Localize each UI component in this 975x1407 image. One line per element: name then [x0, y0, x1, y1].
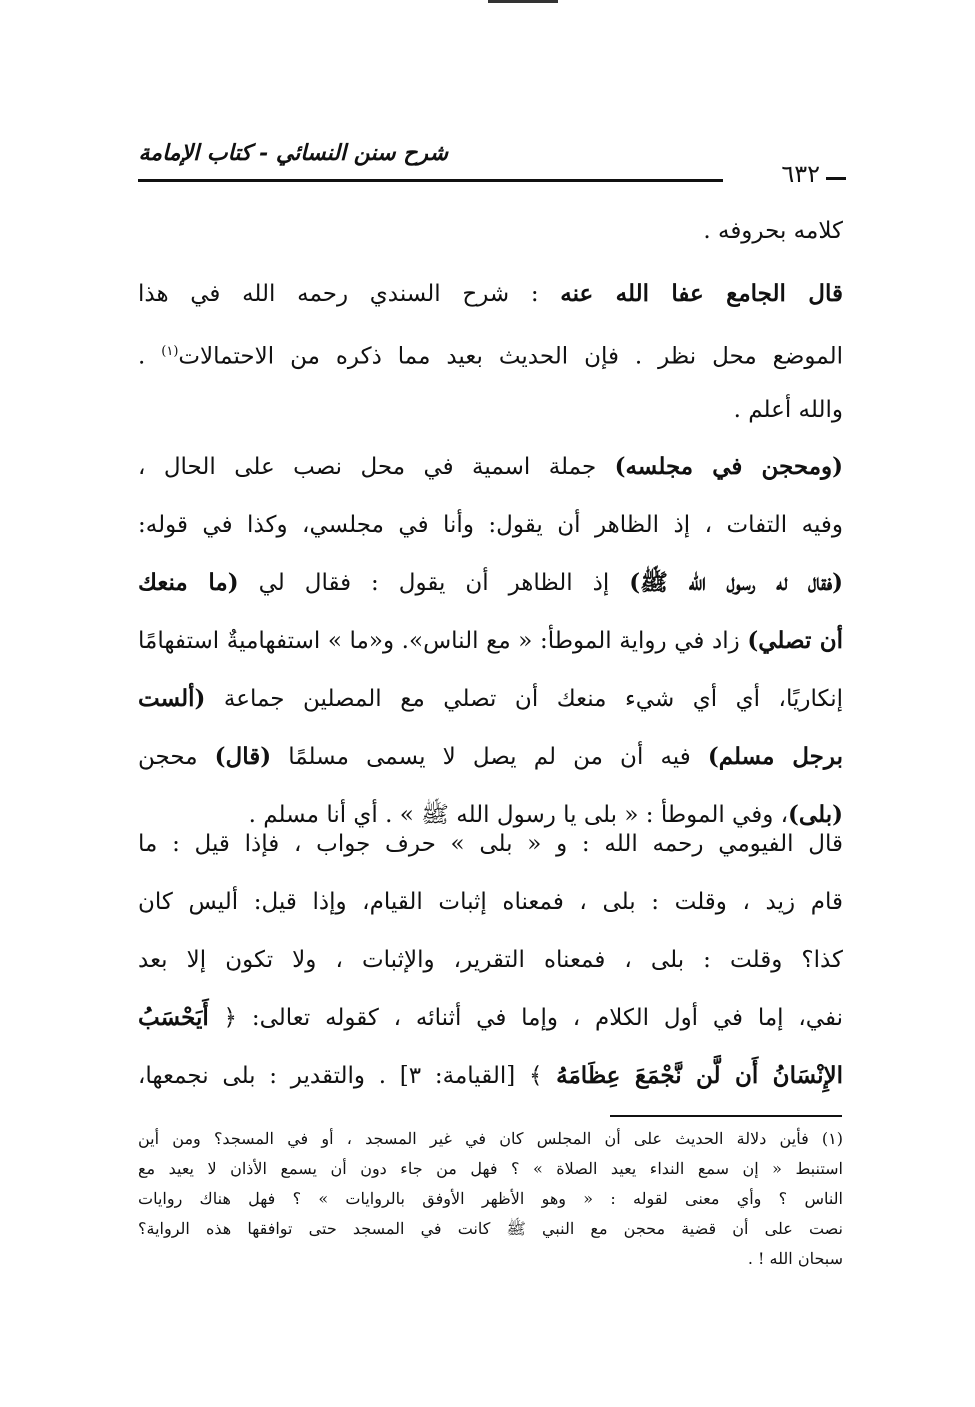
- quran-phrase: الإِنْسَانُ أَن لَّن نَّجْمَعَ عِظَامَهُ: [556, 1062, 843, 1089]
- text-span: كلامه بحروفه .: [703, 218, 843, 244]
- bold-phrase: (ما منعك: [138, 569, 239, 596]
- text-span: الناس ؟ وأي معنى لقوله : « وهو الأظهر الأوفق بالروايات » ؟ فهل هناك روايات: [138, 1189, 843, 1208]
- text-span: ﴾ [القيامة: ٣] . والتقدير : بلى نجمعها،: [138, 1063, 557, 1089]
- text-span: إنكاريًا، أي أي شيء منعك أن تصلي مع المصلين جماعة: [205, 686, 843, 712]
- running-title: شرح سنن النسائي - كتاب الإمامة: [138, 140, 448, 166]
- bold-phrase: قال الجامع عفا الله عنه: [560, 280, 843, 307]
- text-line: [138, 989, 843, 1047]
- text-line: [138, 381, 843, 439]
- text-span: جملة اسمية في محل نصب على الحال ،: [138, 454, 615, 480]
- bold-phrase: (ومحجن في مجلسه): [614, 453, 843, 480]
- text-line: [138, 931, 843, 989]
- top-edge-mark: [488, 0, 558, 3]
- text-line: [138, 815, 843, 873]
- text-span: ، وفي الموطأ : « بلى يا رسول الله ﷺ » . أي أنا مسلم .: [248, 802, 789, 828]
- text-span: استنبط « إن سمع النداء يعيد الصلاة » ؟ فهل من جاء دون أن يسمع الأذان لا يعيد مع: [138, 1159, 843, 1178]
- footnote-separator: [610, 1115, 842, 1117]
- text-line: [138, 323, 843, 381]
- bold-phrase: (قال): [214, 743, 272, 770]
- text-span: .: [138, 343, 162, 370]
- footnote-line: [138, 1244, 843, 1274]
- bold-phrase: برجل مسلم): [707, 743, 843, 770]
- text-line: [138, 612, 843, 670]
- text-span: : شرح السندي رحمه الله في هذا: [138, 281, 561, 307]
- bold-phrase: (بلى): [788, 801, 843, 828]
- text-line: [138, 496, 843, 554]
- text-span: فيه أن من لم يصل لا يسمى مسلمًا: [271, 744, 708, 770]
- footnote-line: [138, 1124, 843, 1154]
- paragraph-2: [138, 265, 843, 439]
- text-line: [138, 202, 843, 260]
- footnote-marker: (١): [161, 344, 179, 359]
- text-span: الموضع محل نظر . فإن الحديث بعيد مما ذكره من الاحتمالات: [178, 343, 843, 370]
- text-span: محجن: [138, 744, 215, 770]
- page-number-dash: [826, 177, 846, 180]
- page-header: [138, 140, 846, 200]
- bold-phrase: أن تصلي): [747, 627, 843, 654]
- text-span: قام زيد ، وقلت : بلى ، فمعناه إثبات القيام، وإذا قيل: أليس كان: [138, 889, 843, 915]
- text-span: نصت على أن قضية محجن مع النبي ﷺ كانت في المسجد حتى توافقها هذه الرواية؟: [138, 1219, 843, 1238]
- text-line: [138, 438, 843, 496]
- text-span: (١) فأين دلالة الحديث على أن المجلس كان في غير المسجد ، أو في المسجد؟ ومن أين: [138, 1129, 843, 1148]
- text-span: نفي، إما في أول الكلام ، وإما في أثنائه ، كقوله تعالى: ﴿: [208, 1005, 843, 1031]
- paragraph-1: [138, 202, 843, 260]
- text-span: قال الفيومي رحمه الله : و « بلى » حرف جواب ، فإذا قيل : ما: [138, 831, 843, 857]
- text-line: [138, 1047, 843, 1105]
- footnote-line: [138, 1184, 843, 1214]
- paragraph-3: [138, 438, 843, 844]
- page-number: ٦٣٢: [781, 160, 820, 188]
- text-span: وفيه التفات ، إذ الظاهر أن يقول: وأنا في مجلسي، وكذا في قوله:: [138, 512, 843, 538]
- text-span: سبحان الله ! .: [747, 1249, 843, 1268]
- footnote-line: [138, 1214, 843, 1244]
- text-line: [138, 265, 843, 323]
- footnote-1: [138, 1124, 843, 1274]
- text-line: [138, 728, 843, 786]
- text-line: [138, 554, 843, 612]
- header-rule: [138, 179, 723, 182]
- bold-phrase: (ألست: [138, 685, 206, 712]
- text-span: زاد في رواية الموطأ: « مع الناس». و«ما » استفهاميةٌ استفهامًا: [138, 628, 748, 654]
- text-span: إذ الظاهر أن يقول : فقال لي: [238, 570, 630, 596]
- footnote-line: [138, 1154, 843, 1184]
- text-span: والله أعلم .: [733, 397, 843, 423]
- bold-phrase: (فقال له رسول الله ﷺ): [629, 569, 843, 596]
- text-line: [138, 670, 843, 728]
- quran-phrase: أَيَحْسَبُ: [138, 1004, 209, 1031]
- paragraph-4: [138, 815, 843, 1105]
- text-line: [138, 873, 843, 931]
- text-span: كذا؟ وقلت : بلى ، فمعناه التقرير، والإثبات ، ولا تكون إلا بعد: [138, 947, 843, 973]
